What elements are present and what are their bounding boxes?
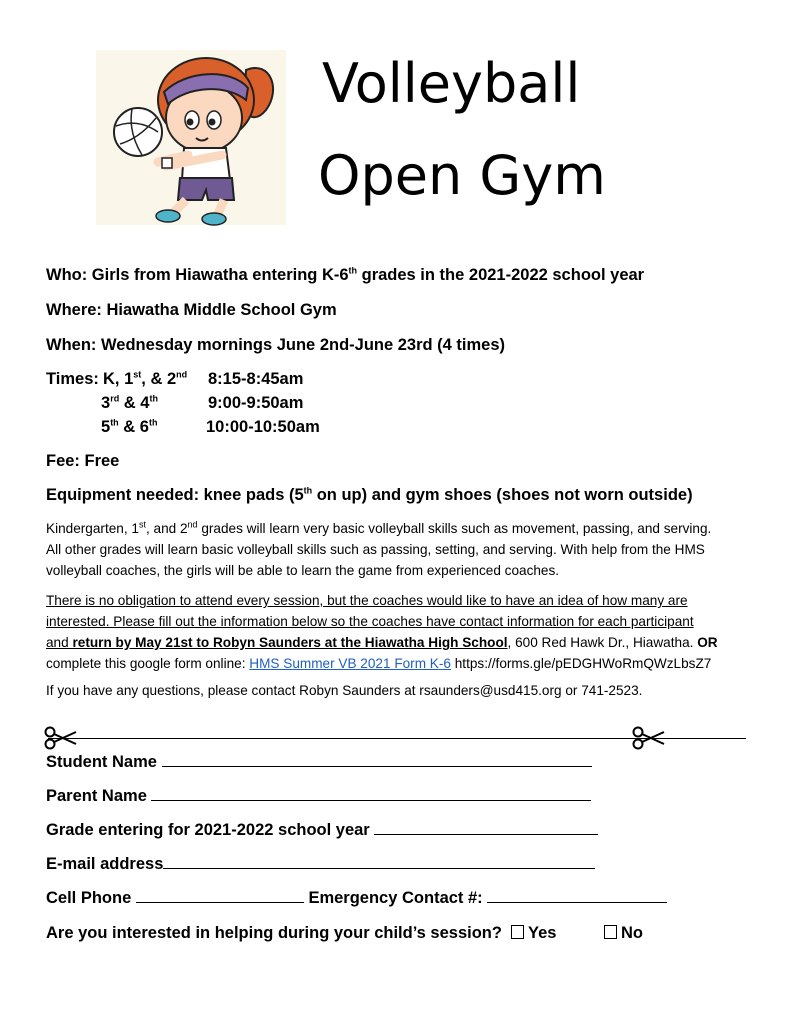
yes-option[interactable] xyxy=(511,924,556,943)
title-line-2: Open Gym xyxy=(318,144,606,207)
no-label: No xyxy=(621,924,643,942)
obligation-line-2 xyxy=(46,611,718,632)
description-line-1 xyxy=(46,518,711,539)
email-field xyxy=(46,854,595,874)
times-label: Times: xyxy=(46,370,99,388)
times-row-2-grades xyxy=(101,394,158,413)
times-sup: th xyxy=(110,417,119,428)
equipment-sup: th xyxy=(303,485,313,496)
description-line-2: All other grades will learn basic volleyball skills such as passing, setting, and serving. With help from the HMS xyxy=(46,542,705,557)
helping-question: Are you interested in helping during your child’s session? xyxy=(46,924,502,942)
who-text-end: grades in the 2021-2022 school year xyxy=(357,266,645,284)
parent-name-blank[interactable] xyxy=(151,786,591,801)
email-blank[interactable] xyxy=(163,854,595,869)
equipment-text-end: on up) and gym shoes (shoes not worn outside) xyxy=(312,486,693,504)
cell-phone-blank[interactable] xyxy=(136,888,304,903)
obligation-paragraph xyxy=(46,590,718,674)
times-grade-text: , & 2 xyxy=(141,370,177,388)
obligation-underlined: interested. xyxy=(46,614,110,629)
times-sup: th xyxy=(149,393,158,404)
equipment-text: Equipment needed: knee pads (5 xyxy=(46,486,304,504)
student-name-blank[interactable] xyxy=(162,752,592,767)
where-line: Where: Hiawatha Middle School Gym xyxy=(46,301,337,319)
grade-field xyxy=(46,820,598,840)
desc-sup: nd xyxy=(187,519,198,530)
scissors-icon xyxy=(44,726,78,750)
parent-name-label: Parent Name xyxy=(46,787,147,805)
times-sup: nd xyxy=(176,369,188,380)
times-grade-text: K, 1 xyxy=(103,370,134,388)
who-line xyxy=(46,266,644,285)
fee-line: Fee: Free xyxy=(46,452,120,470)
who-text: Who: Girls from Hiawatha entering K-6 xyxy=(46,266,349,284)
equipment-line xyxy=(46,486,693,505)
student-name-field xyxy=(46,752,592,772)
obligation-text: and xyxy=(46,635,73,650)
times-row-1-grades xyxy=(103,370,187,389)
emergency-contact-label: Emergency Contact #: xyxy=(308,889,483,907)
cell-phone-field xyxy=(46,888,667,908)
description-paragraph xyxy=(46,518,711,581)
times-grade-text: 3 xyxy=(101,394,111,412)
times-row-3-time: 10:00-10:50am xyxy=(206,418,320,436)
checkbox-icon[interactable] xyxy=(511,925,524,939)
desc-text: grades will learn very basic volleyball skills such as movement, passing, and serving. xyxy=(197,521,712,536)
times-row-3-grades xyxy=(101,418,157,437)
google-form-prefix: complete this google form online: xyxy=(46,656,250,671)
scissors-icon xyxy=(632,726,666,750)
grade-label: Grade entering for 2021-2022 school year xyxy=(46,821,370,839)
student-name-label: Student Name xyxy=(46,753,157,771)
contact-line: If you have any questions, please contact Robyn Saunders at rsaunders@usd415.org or 741-2523. xyxy=(46,683,643,698)
description-line-3: volleyball coaches, the girls will be able to learn the game from experienced coaches. xyxy=(46,563,560,578)
desc-text: , and 2 xyxy=(145,521,188,536)
who-sup: th xyxy=(348,265,358,276)
desc-text: Kindergarten, 1 xyxy=(46,521,139,536)
google-form-url: https://forms.gle/pEDGHWoRmQWzLbsZ7 xyxy=(450,656,712,671)
when-line: When: Wednesday mornings June 2nd-June 23rd (4 times) xyxy=(46,336,506,354)
title-line-1: Volleyball xyxy=(322,52,581,115)
obligation-text: Please fill out the information below so the coaches have contact information for each participant xyxy=(109,614,694,629)
obligation-line-1: There is no obligation to attend every session, but the coaches would like to have an idea of how many are xyxy=(46,593,688,608)
times-grade-text: & 6 xyxy=(118,418,149,436)
times-sup: st xyxy=(133,369,142,380)
no-option[interactable] xyxy=(604,924,643,943)
times-sup: th xyxy=(148,417,158,428)
grade-blank[interactable] xyxy=(374,820,598,835)
parent-name-field xyxy=(46,786,591,806)
email-label: E-mail address xyxy=(46,855,164,873)
times-grade-text: & 4 xyxy=(119,394,150,412)
cell-phone-label: Cell Phone xyxy=(46,889,132,907)
times-sup: rd xyxy=(110,393,120,404)
google-form-link[interactable]: HMS Summer VB 2021 Form K-6 xyxy=(249,656,451,671)
checkbox-icon[interactable] xyxy=(604,925,617,939)
times-grade-text: 5 xyxy=(101,418,111,436)
emergency-contact-blank[interactable] xyxy=(487,888,667,903)
obligation-or: OR xyxy=(697,635,718,650)
times-row-1-time: 8:15-8:45am xyxy=(208,370,304,388)
obligation-line-4 xyxy=(46,653,718,674)
yes-label: Yes xyxy=(528,924,557,942)
obligation-address: , 600 Red Hawk Dr., Hiawatha. xyxy=(507,635,698,650)
volleyball-girl-illustration xyxy=(96,40,292,230)
girl-svg xyxy=(96,40,292,230)
times-row-2-time: 9:00-9:50am xyxy=(208,394,304,412)
desc-sup: st xyxy=(138,519,146,530)
obligation-line-3 xyxy=(46,632,718,653)
return-deadline: return by May 21st to Robyn Saunders at the Hiawatha High School xyxy=(72,635,508,650)
